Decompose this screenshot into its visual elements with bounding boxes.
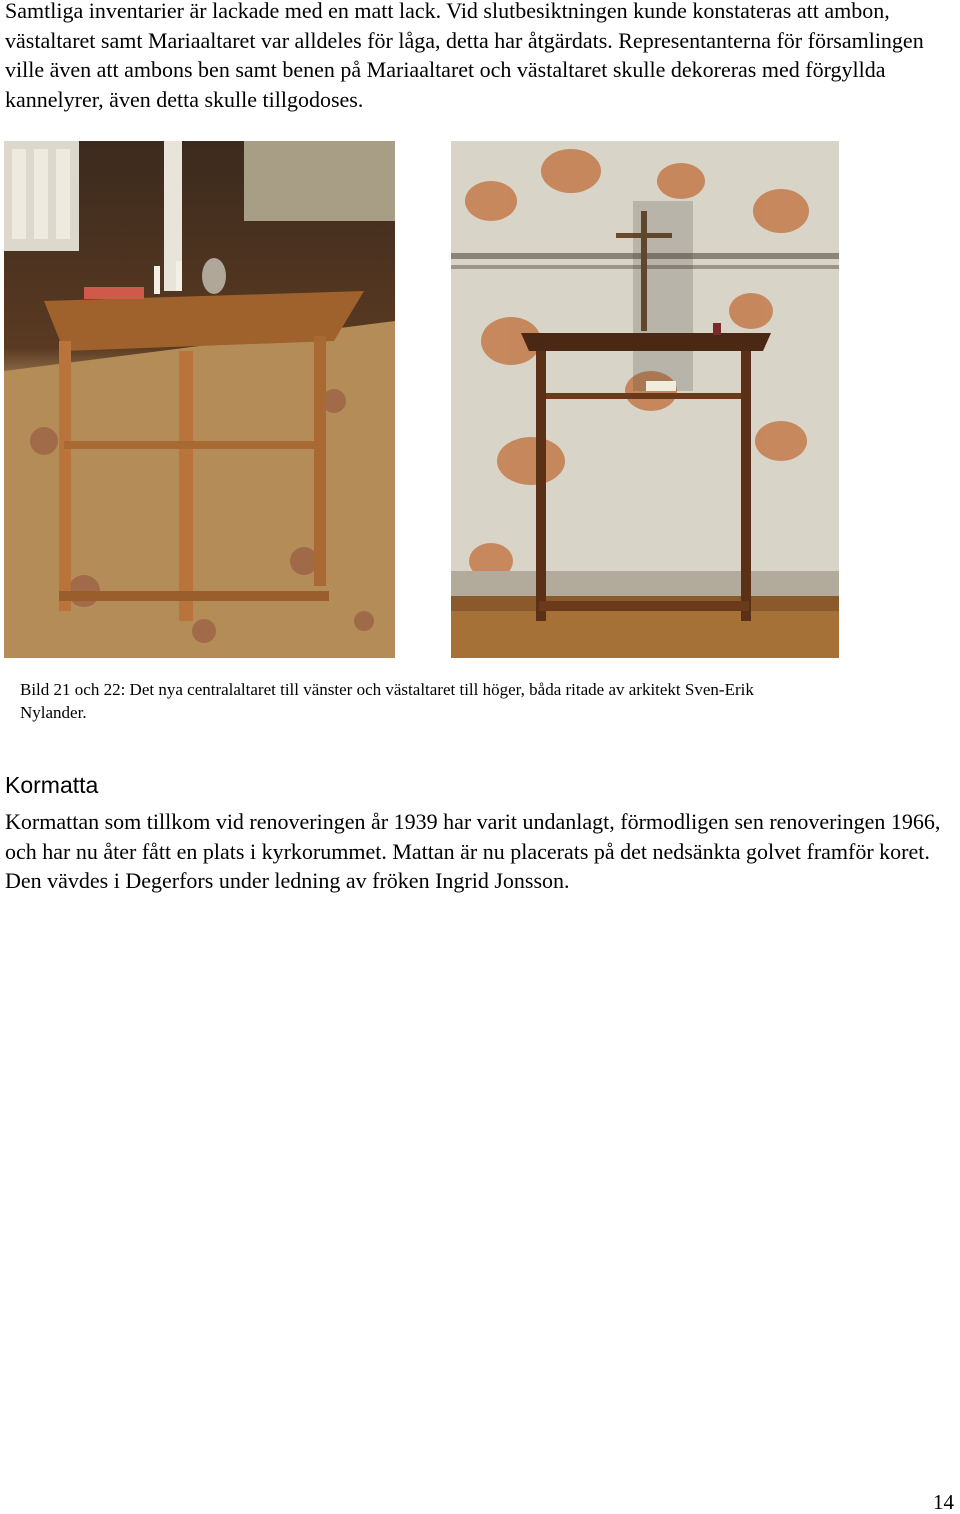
section-paragraph: Kormattan som tillkom vid renoveringen år 1939 har varit undanlagt, förmodligen sen renoveringen 1966, och har nu åter fått en plats i kyrkorummet. Mattan är nu placerats på det nedsänkta golvet framför koret. Den vävdes i Degerfors under ledning av fröken Ingrid Jonsson. xyxy=(5,809,941,893)
figure-caption: Bild 21 och 22: Det nya centralaltaret till vänster och västaltaret till höger, båda ritade av arkitekt Sven-Erik Nylander. xyxy=(20,680,754,722)
intro-paragraph: Samtliga inventarier är lackade med en matt lack. Vid slutbesiktningen kunde konstateras att ambon, västaltaret samt Mariaaltaret var alldeles för låga, detta har åtgärdats. Representanterna för församlingen ville även att ambons ben samt benen på Mariaaltaret och västaltaret skulle dekoreras med förgyllda kannelyrer, även detta skulle tillgodoses. xyxy=(5,0,924,112)
central-altar-photo xyxy=(4,141,395,658)
page-number: 14 xyxy=(933,1490,954,1514)
west-altar-photo xyxy=(451,141,839,658)
section-heading: Kormatta xyxy=(5,772,99,798)
